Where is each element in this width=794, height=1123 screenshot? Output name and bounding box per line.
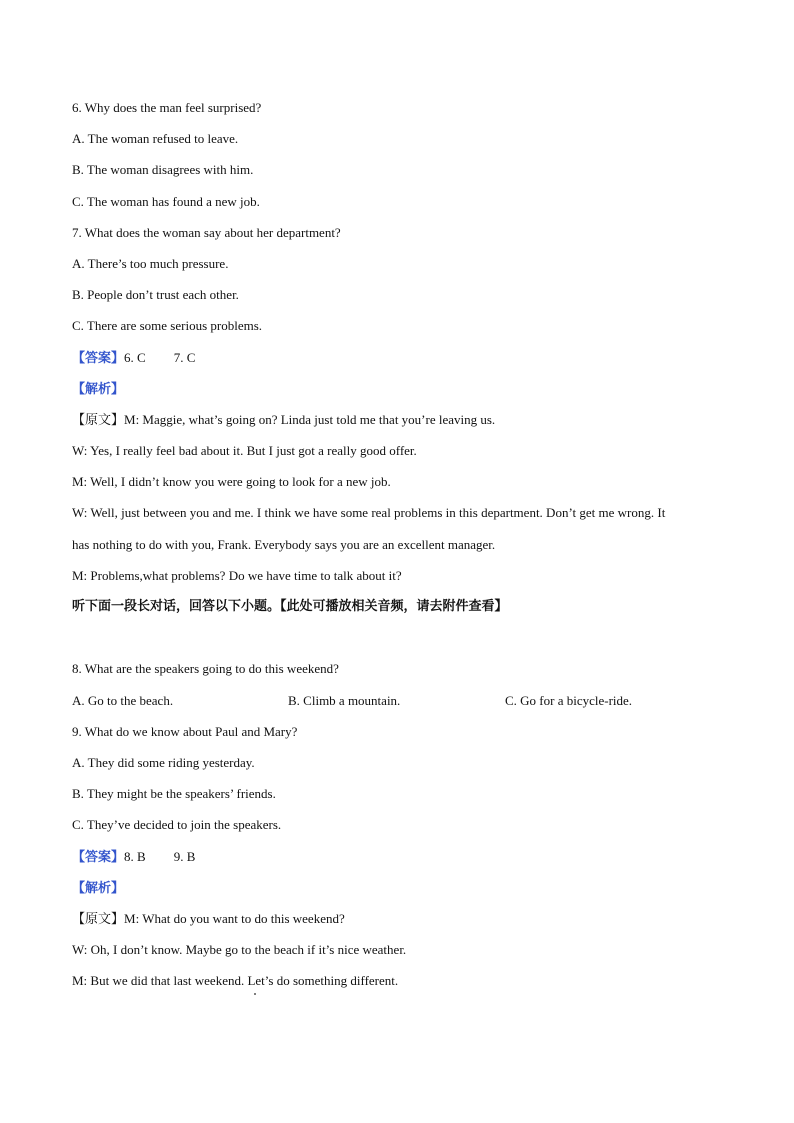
transcript-line: has nothing to do with you, Frank. Everybody says you are an excellent manager. bbox=[72, 536, 496, 552]
analysis-label: 【解析】 bbox=[72, 381, 125, 397]
answer-label: 【答案】 bbox=[72, 849, 125, 865]
transcript-line bbox=[72, 907, 732, 938]
answer-label: 【答案】 bbox=[72, 350, 125, 366]
transcript-label: 【原文】 bbox=[72, 412, 125, 428]
transcript-line bbox=[72, 408, 732, 439]
q8-option-b: B. Climb a mountain. bbox=[288, 692, 401, 708]
q7-option-b: B. People don’t trust each other. bbox=[72, 287, 239, 303]
transcript-text: M: Maggie, what’s going on? Linda just told me that you’re leaving us. bbox=[124, 411, 496, 427]
transcript-line: W: Oh, I don’t know. Maybe go to the beach if it’s nice weather. bbox=[72, 942, 407, 958]
q8-option-a: A. Go to the beach. bbox=[72, 692, 174, 708]
q8-option-c: C. Go for a bicycle-ride. bbox=[505, 692, 633, 708]
transcript-label: 【原文】 bbox=[72, 911, 125, 927]
spacer bbox=[72, 626, 732, 657]
q9-question: 9. What do we know about Paul and Mary? bbox=[72, 723, 298, 739]
analysis-line-2 bbox=[72, 876, 732, 907]
stray-dot bbox=[254, 993, 256, 995]
q7-question: 7. What does the woman say about her department? bbox=[72, 224, 341, 240]
answer-7: 7. C bbox=[173, 349, 196, 365]
analysis-line-1 bbox=[72, 377, 732, 408]
q6-question: 6. Why does the man feel surprised? bbox=[72, 100, 262, 115]
q6-option-b: B. The woman disagrees with him. bbox=[72, 162, 254, 178]
document-page bbox=[72, 96, 732, 1000]
answer-9: 9. B bbox=[173, 848, 196, 864]
answer-line-1 bbox=[72, 346, 732, 377]
q6-option-a: A. The woman refused to leave. bbox=[72, 131, 239, 147]
answer-8: 8. B bbox=[124, 848, 146, 864]
q9-option-b: B. They might be the speakers’ friends. bbox=[72, 786, 276, 802]
q8-question: 8. What are the speakers going to do this weekend? bbox=[72, 661, 339, 677]
q7-option-c: C. There are some serious problems. bbox=[72, 318, 263, 334]
transcript-line: M: But we did that last weekend. Let’s do something different. bbox=[72, 973, 399, 989]
listening-instruction: 听下面一段长对话，回答以下小题。【此处可播放相关音频，请去附件查看】 bbox=[72, 599, 508, 614]
q9-option-a: A. They did some riding yesterday. bbox=[72, 754, 255, 770]
answer-6: 6. C bbox=[124, 349, 146, 365]
analysis-label: 【解析】 bbox=[72, 880, 125, 896]
transcript-line: M: Problems,what problems? Do we have time to talk about it? bbox=[72, 567, 402, 583]
answer-line-2 bbox=[72, 845, 732, 876]
q6-option-c: C. The woman has found a new job. bbox=[72, 193, 260, 209]
q9-option-c: C. They’ve decided to join the speakers. bbox=[72, 817, 282, 833]
transcript-line: W: Yes, I really feel bad about it. But I just got a really good offer. bbox=[72, 443, 417, 459]
transcript-line: W: Well, just between you and me. I think we have some real problems in this department. Don’t get me wrong. It bbox=[72, 505, 666, 521]
q8-options-row bbox=[72, 689, 732, 720]
transcript-line: M: Well, I didn’t know you were going to look for a new job. bbox=[72, 474, 391, 490]
transcript-text: M: What do you want to do this weekend? bbox=[124, 910, 345, 926]
q7-option-a: A. There’s too much pressure. bbox=[72, 255, 229, 271]
